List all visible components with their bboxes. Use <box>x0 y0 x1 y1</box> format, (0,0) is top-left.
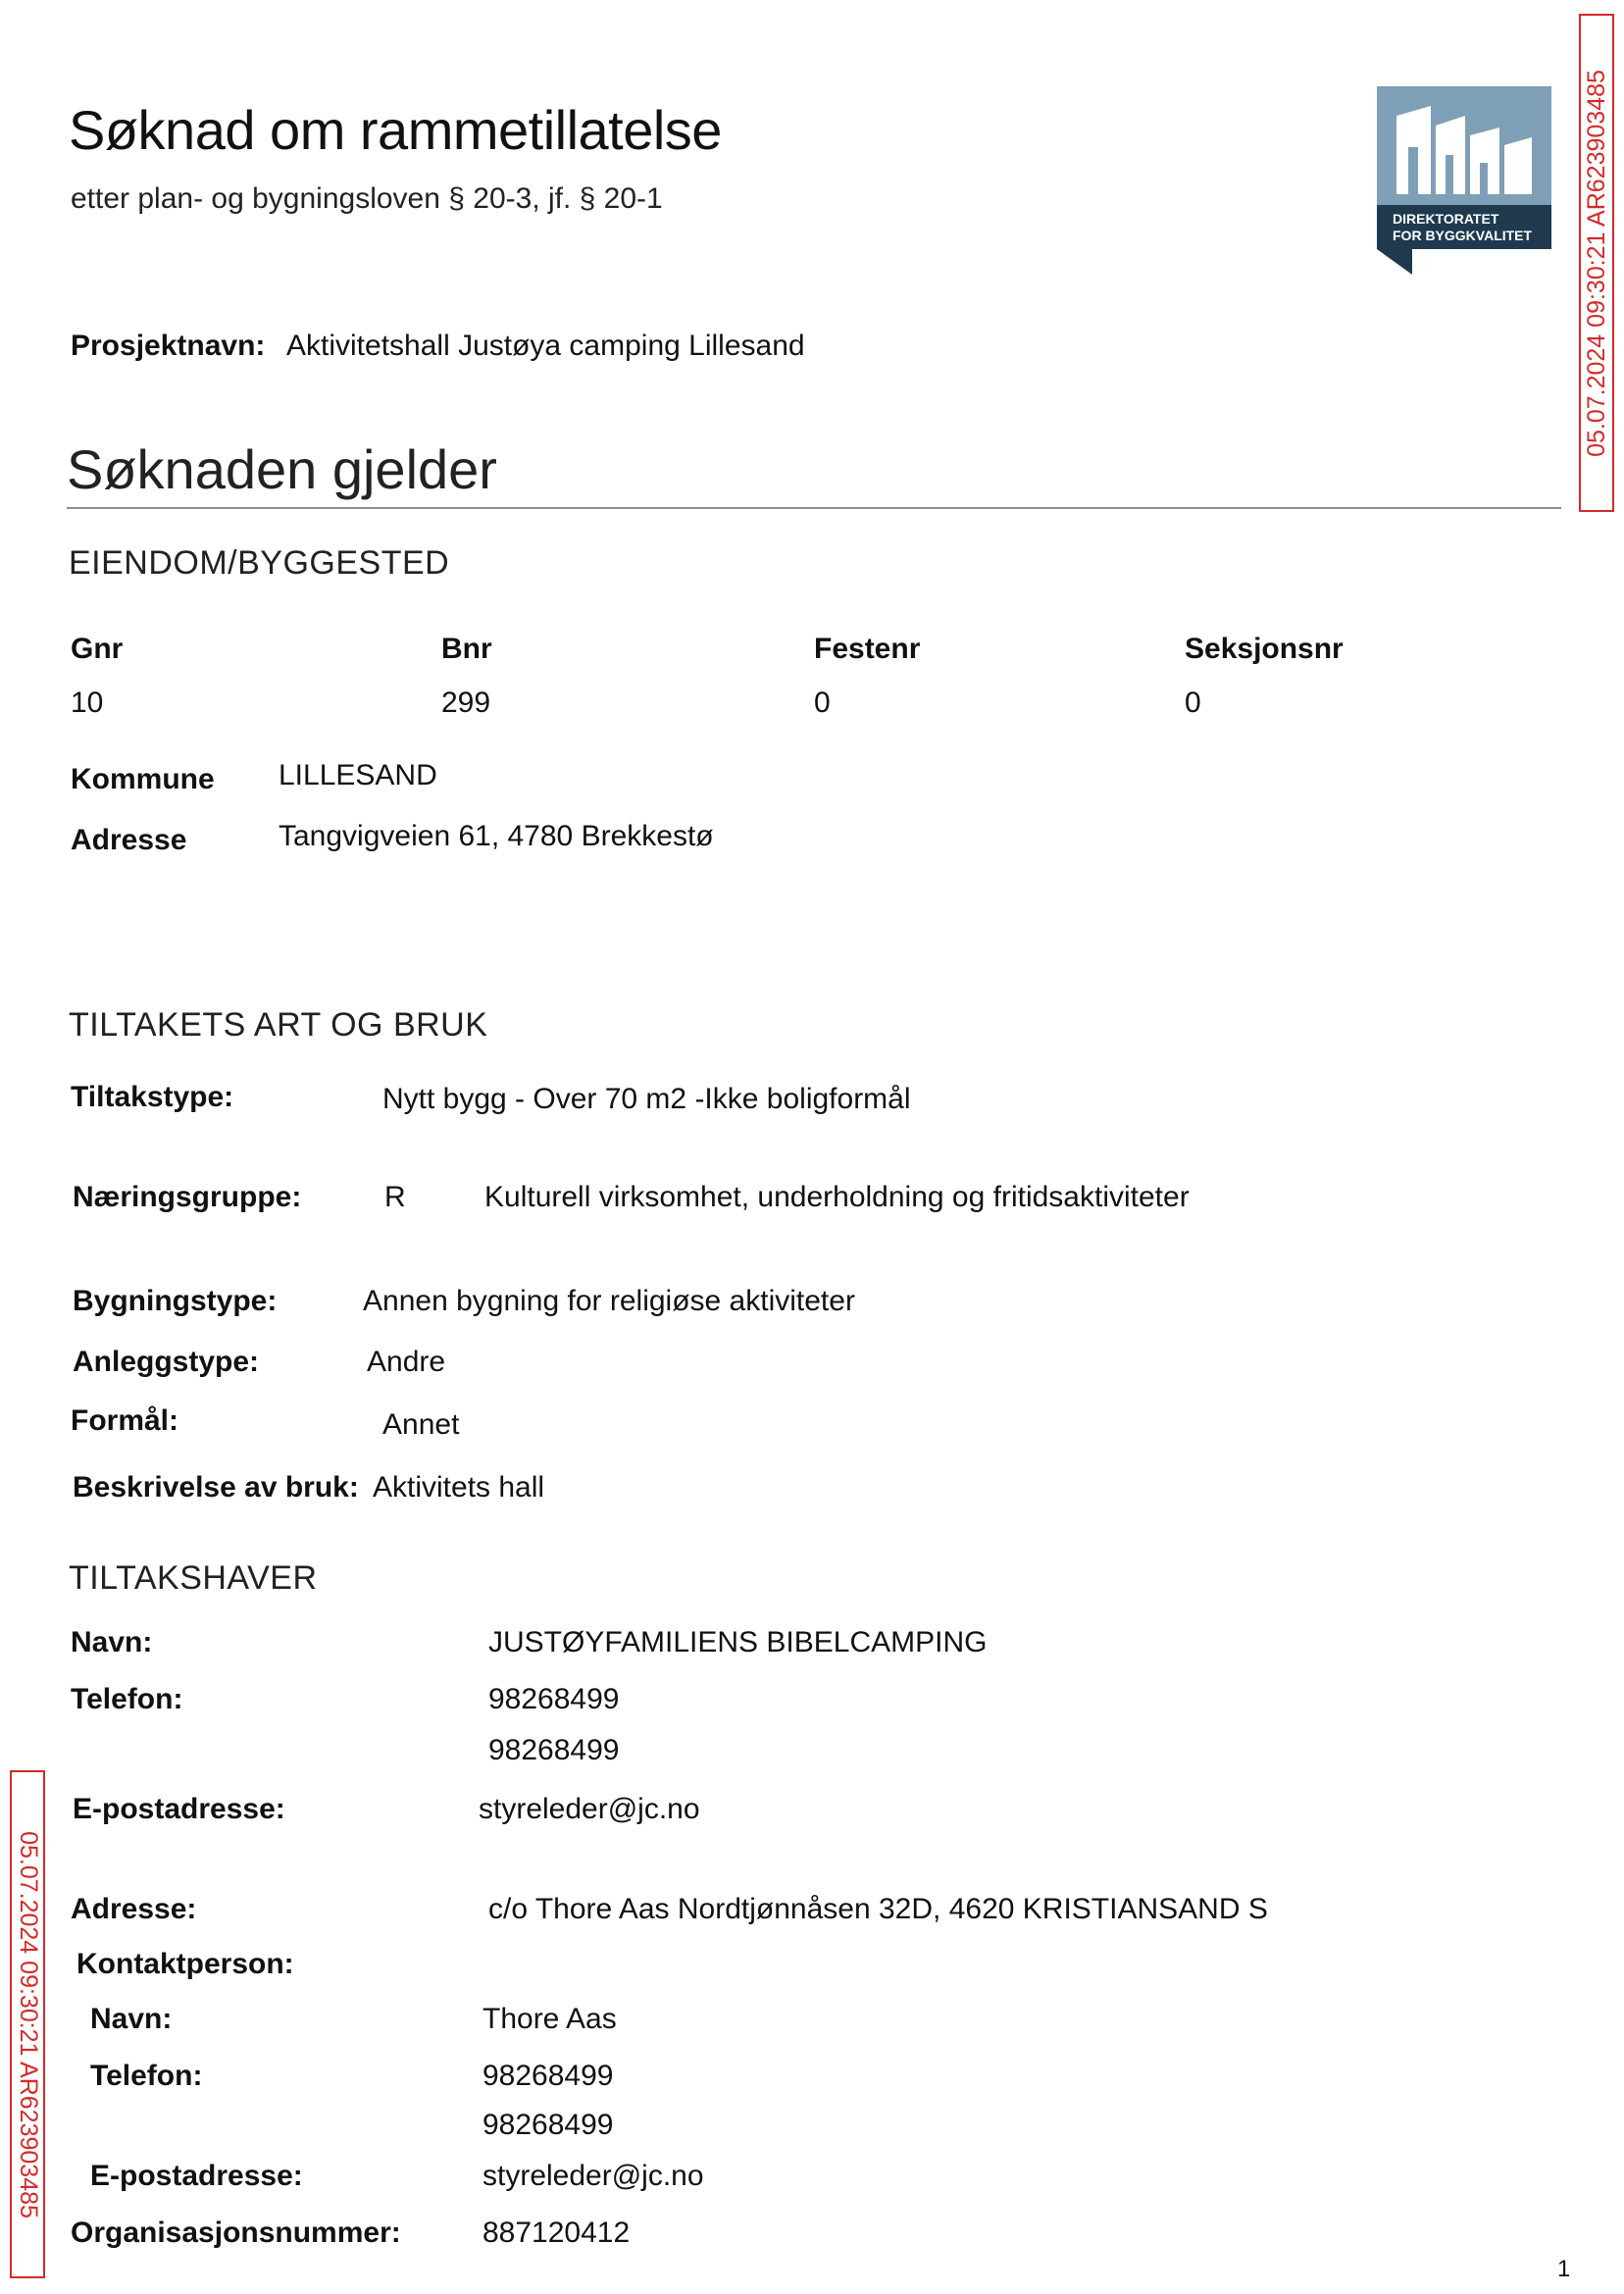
festenr-label: Festenr <box>814 633 921 665</box>
tiltakstype-label: Tiltakstype: <box>71 1081 234 1113</box>
kommune-label: Kommune <box>71 763 215 795</box>
section-title: Søknaden gjelder <box>67 438 497 500</box>
formaal-value: Annet <box>382 1408 460 1441</box>
organisasjonsnummer-label: Organisasjonsnummer: <box>71 2217 401 2249</box>
anleggstype-label: Anleggstype: <box>73 1346 260 1378</box>
stamp-text: 05.07.2024 09:30:21 AR623903485 <box>1582 69 1610 457</box>
tiltakshaver-telefon-1: 98268499 <box>488 1683 620 1715</box>
logo-text-line2: FOR BYGGKVALITET <box>1393 228 1533 243</box>
tiltakstype-value: Nytt bygg - Over 70 m2 -Ikke boligformål <box>382 1083 911 1115</box>
kommune-value: LILLESAND <box>279 759 437 791</box>
kontakt-telefon-1: 98268499 <box>482 2060 614 2092</box>
kontakt-navn-value: Thore Aas <box>482 2003 617 2035</box>
stamp-text: 05.07.2024 09:30:21 AR623903485 <box>14 1830 42 2218</box>
tiltakshaver-adresse-value: c/o Thore Aas Nordtjønnåsen 32D, 4620 KRISTIANSAND S <box>488 1893 1268 1925</box>
naeringsgruppe-label: Næringsgruppe: <box>73 1181 302 1213</box>
anleggstype-value: Andre <box>367 1346 446 1378</box>
naeringsgruppe-code: R <box>384 1181 406 1213</box>
kontakt-telefon-2: 98268499 <box>482 2109 614 2141</box>
tiltakshaver-telefon-label: Telefon: <box>71 1683 183 1715</box>
seksjonsnr-value: 0 <box>1185 687 1201 719</box>
tiltakshaver-telefon-2: 98268499 <box>488 1734 620 1766</box>
project-name-value: Aktivitetshall Justøya camping Lillesand <box>286 330 805 362</box>
kontakt-telefon-label: Telefon: <box>90 2060 203 2092</box>
page-number: 1 <box>1557 2256 1571 2282</box>
logo-text-line1: DIREKTORATET <box>1393 211 1499 227</box>
kontakt-epost-label: E-postadresse: <box>90 2160 303 2192</box>
logo-buildings-icon <box>1377 86 1551 209</box>
tiltakshaver-navn-label: Navn: <box>71 1626 153 1658</box>
festenr-value: 0 <box>814 687 831 719</box>
beskrivelse-value: Aktivitets hall <box>373 1471 545 1504</box>
timestamp-stamp-top <box>1579 14 1614 512</box>
tiltakshaver-heading: TILTAKSHAVER <box>69 1559 318 1597</box>
kontaktperson-label: Kontaktperson: <box>76 1948 294 1980</box>
eiendom-heading: EIENDOM/BYGGESTED <box>69 544 450 582</box>
gnr-value: 10 <box>71 687 104 719</box>
seksjonsnr-label: Seksjonsnr <box>1185 633 1344 665</box>
adresse-value: Tangvigveien 61, 4780 Brekkestø <box>279 820 714 852</box>
organisasjonsnummer-value: 887120412 <box>482 2217 631 2249</box>
kontakt-epost-value: styreleder@jc.no <box>482 2160 704 2192</box>
kontakt-navn-label: Navn: <box>90 2003 173 2035</box>
section-divider <box>67 507 1561 509</box>
page-title: Søknad om rammetillatelse <box>69 99 722 161</box>
naeringsgruppe-value: Kulturell virksomhet, underholdning og fritidsaktiviteter <box>484 1181 1190 1213</box>
gnr-label: Gnr <box>71 633 124 665</box>
tiltakshaver-adresse-label: Adresse: <box>71 1893 197 1925</box>
bygningstype-value: Annen bygning for religiøse aktiviteter <box>363 1285 855 1317</box>
project-name-label: Prosjektnavn: <box>71 330 266 362</box>
timestamp-stamp-left <box>10 1770 45 2278</box>
bnr-label: Bnr <box>441 633 492 665</box>
page-subtitle: etter plan- og bygningsloven § 20-3, jf. § 20-1 <box>71 182 663 215</box>
formaal-label: Formål: <box>71 1404 179 1437</box>
tiltakshaver-navn-value: JUSTØYFAMILIENS BIBELCAMPING <box>488 1626 988 1658</box>
adresse-label: Adresse <box>71 824 187 856</box>
tiltak-heading: TILTAKETS ART OG BRUK <box>69 1006 488 1044</box>
tiltakshaver-epost-label: E-postadresse: <box>73 1793 285 1825</box>
bygningstype-label: Bygningstype: <box>73 1285 278 1317</box>
tiltakshaver-epost-value: styreleder@jc.no <box>479 1793 700 1825</box>
bnr-value: 299 <box>441 687 491 719</box>
beskrivelse-label: Beskrivelse av bruk: <box>73 1471 359 1504</box>
